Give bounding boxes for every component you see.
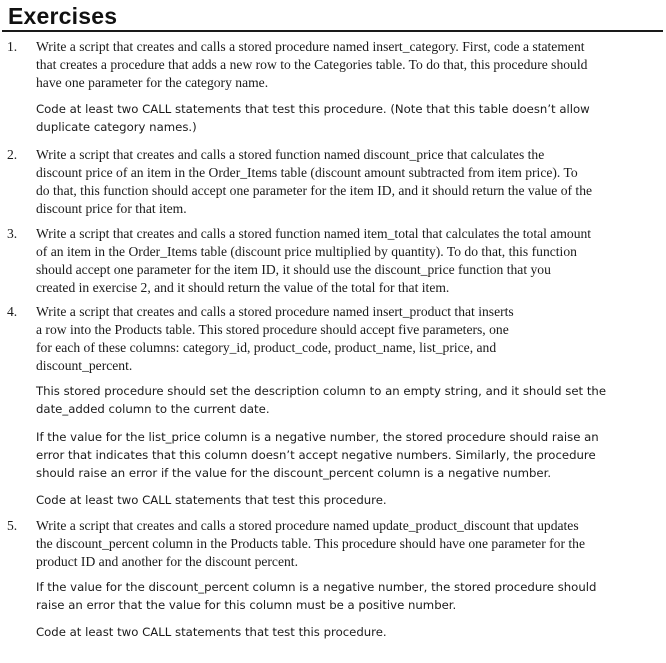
text-line: raise an error that the value for this column must be a positive number.	[36, 598, 457, 612]
text-line: that creates a procedure that adds a new row to the Categories table. To do that, this procedure should	[36, 57, 588, 72]
text-line: Code at least two CALL statements that test this procedure.	[36, 625, 387, 639]
text-line: This stored procedure should set the description column to an empty string, and it should set the	[36, 384, 607, 398]
text-line: date_added column to the current date.	[36, 402, 270, 416]
text-line: error that indicates that this column doesn’t accept negative numbers. Similarly, the procedure	[36, 448, 596, 462]
text-line: discount price of an item in the Order_Items table (discount amount subtracted from item price). To	[36, 165, 578, 180]
text-line: Write a script that creates and calls a stored procedure named insert_category. First, code a statement	[36, 39, 585, 54]
text-line: Write a script that creates and calls a stored procedure named insert_product that inserts	[36, 304, 514, 319]
text-line: of an item in the Order_Items table (discount price multiplied by quantity). To do that, this function	[36, 244, 577, 259]
text-line: for each of these columns: category_id, product_code, product_name, list_price, and	[36, 340, 497, 355]
text-line: If the value for the discount_percent column is a negative number, the stored procedure should	[36, 580, 597, 594]
exercise-note	[36, 382, 662, 418]
text-line: have one parameter for the category name.	[36, 75, 269, 90]
exercise-text	[36, 303, 662, 375]
text-line: Write a script that creates and calls a stored procedure named update_product_discount that updates	[36, 518, 579, 533]
text-line: duplicate category names.)	[36, 120, 197, 134]
text-line: Write a script that creates and calls a stored function named discount_price that calculates the	[36, 147, 545, 162]
text-line: should raise an error if the value for the discount_percent column is a negative number.	[36, 466, 552, 480]
exercise-text	[36, 38, 662, 92]
text-line: do that, this function should accept one parameter for the item ID, and it should return the value of the	[36, 183, 593, 198]
text-line: Write a script that creates and calls a stored function named item_total that calculates the total amount	[36, 226, 592, 241]
title-divider	[2, 30, 663, 32]
exercise-number: 4.	[7, 304, 18, 319]
text-line: If the value for the list_price column is a negative number, the stored procedure should raise an	[36, 430, 599, 444]
exercise-text	[36, 517, 662, 571]
exercise-note	[36, 623, 662, 641]
text-line: a row into the Products table. This stored procedure should accept five parameters, one	[36, 322, 509, 337]
text-line: Code at least two CALL statements that test this procedure. (Note that this table doesn’t allow	[36, 102, 590, 116]
exercise-note	[36, 578, 662, 614]
text-line: Code at least two CALL statements that test this procedure.	[36, 493, 387, 507]
exercise-note	[36, 100, 662, 136]
text-line: product ID and another for the discount percent.	[36, 554, 298, 569]
exercise-number: 1.	[7, 39, 18, 54]
exercise-note	[36, 428, 662, 482]
text-line: discount price for that item.	[36, 201, 187, 216]
exercise-text	[36, 146, 662, 218]
text-line: should accept one parameter for the item ID, it should use the discount_price function that you	[36, 262, 551, 277]
page-title: Exercises	[8, 3, 118, 29]
exercise-number: 3.	[7, 226, 18, 241]
exercise-number: 2.	[7, 147, 18, 162]
text-line: discount_percent.	[36, 358, 133, 373]
text-line: the discount_percent column in the Products table. This procedure should have one parameter for the	[36, 536, 585, 551]
exercise-text	[36, 225, 662, 297]
exercise-note	[36, 491, 662, 509]
exercise-number: 5.	[7, 518, 18, 533]
text-line: created in exercise 2, and it should return the value of the total for that item.	[36, 280, 450, 295]
